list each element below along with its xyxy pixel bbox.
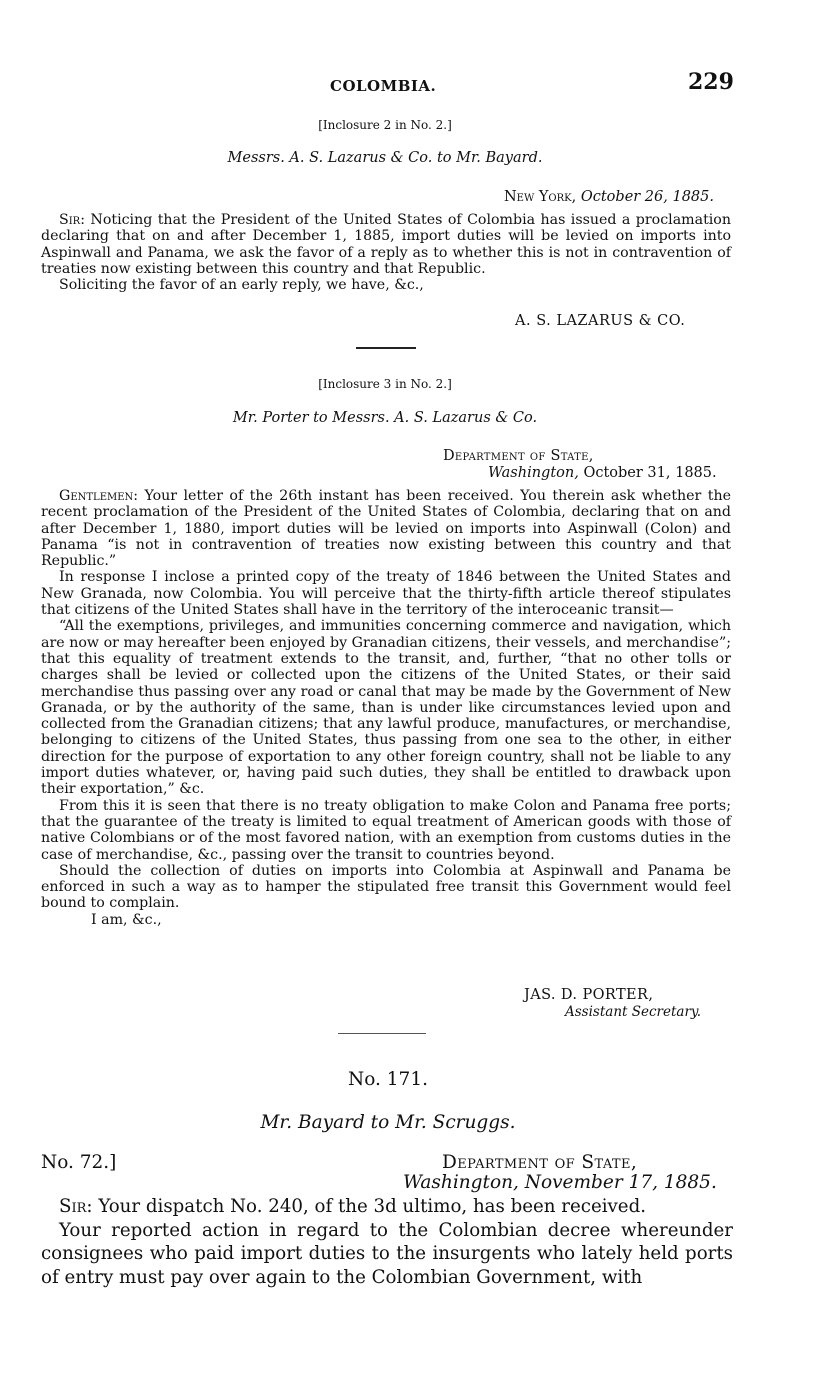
letter-closing: I am, &c.,	[91, 911, 162, 928]
letter-paragraph: Noticing that the President of the United States of Colombia has issued a proclamation declaring that on and after December 1, 1885, import duties will be levied on imports into Aspinwall and Panama, we ask the favor of a reply as to whether this is not in contravention of treaties now existing between this country and that Republic.	[41, 212, 731, 277]
letter-paragraph: Your letter of the 26th instant has been received. You therein ask whether the recent proclamation of the President of the United States of Colombia, declaring that on and after December 1, 1880, import duties will be levied on imports into Aspinwall (Colon) and Panama “is not in contravention of treaties now existing between this country and that Republic.”	[41, 488, 731, 570]
inclosure-3-letter-body	[41, 488, 731, 928]
dateline-date: October 31, 1885.	[583, 465, 717, 481]
dateline-date: November 17, 1885.	[524, 1172, 717, 1193]
section-divider	[356, 347, 416, 349]
inclosure-2-heading: Messrs. A. S. Lazarus & Co. to Mr. Bayard.	[227, 150, 543, 166]
document-reference-number: No. 72.]	[41, 1152, 117, 1173]
letter-paragraph: In response I inclose a printed copy of the treaty of 1846 between the United States and New Granada, now Colombia. You will perceive that the thirty-fifth article thereof stipulates that citizens of the United States shall have in the territory of the interoceanic transit—	[41, 569, 731, 619]
letter-paragraph: Your reported action in regard to the Colombian decree whereunder consignees who paid import duties to the insurgents who lately held ports of entry must pay over again to the Colombian Government, with	[41, 1219, 733, 1288]
inclosure-3-label: [Inclosure 3 in No. 2.]	[318, 377, 452, 391]
inclosure-3-signature-title: Assistant Secretary.	[565, 1004, 702, 1020]
document-letter-body	[41, 1195, 733, 1289]
letter-paragraph: Your dispatch No. 240, of the 3d ultimo, has been received.	[98, 1196, 646, 1217]
inclosure-2-signature: A. S. LAZARUS & CO.	[515, 313, 686, 329]
letter-paragraph: “All the exemptions, privileges, and immunities concerning commerce and navigation, which are now or may hereafter been enjoyed by Granadian citizens, their vessels, and merchandise”; that this equality of treatment extends to the transit, and, further, “that no other tolls or charges shall be levied or collected upon the citizens of the United States, or their said merchandise thus passing over any road or canal that may be made by the Government of New Granada, or by the authority of the same, than is under like circumstances levied upon and collected from the Granadian citizens; that any lawful produce, manufactures, or merchandise, belonging to citizens of the United States, thus passing from one sea to the other, in either direction for the purpose of exportation to any other foreign country, shall not be liable to any import duties whatever, or, having paid such duties, they shall be entitled to drawback upon their exportation,” &c.	[41, 618, 731, 798]
page-number: 229	[688, 69, 734, 95]
inclosure-3-dateline	[488, 465, 717, 481]
document-number: No. 171.	[348, 1069, 428, 1090]
dateline-place: Washington,	[403, 1172, 519, 1193]
inclosure-3-signature: JAS. D. PORTER,	[524, 987, 654, 1003]
salutation: Sir:	[59, 212, 85, 228]
inclosure-2-label: [Inclosure 2 in No. 2.]	[318, 118, 452, 132]
salutation: Gentlemen:	[59, 488, 139, 504]
inclosure-2-dateline	[300, 189, 714, 205]
letter-paragraph: From this it is seen that there is no treaty obligation to make Colon and Panama free ports; that the guarantee of the treaty is limited to equal treatment of American goods with those of native Colombians or of the most favored nation, with an exemption from customs duties in the case of merchandise, &c., passing over the transit to countries beyond.	[41, 797, 731, 863]
inclosure-3-dateline-department: Department of State,	[443, 448, 594, 464]
letter-closing: Soliciting the favor of an early reply, we have, &c.,	[59, 277, 424, 294]
running-title: COLOMBIA.	[330, 77, 437, 95]
section-divider	[338, 1033, 426, 1034]
salutation: Sir:	[59, 1196, 93, 1217]
dateline-place: Washington,	[488, 465, 579, 481]
inclosure-2-letter-body	[41, 212, 731, 293]
inclosure-3-heading: Mr. Porter to Messrs. A. S. Lazarus & Co.	[232, 410, 538, 426]
dateline-place: New York,	[503, 189, 577, 205]
letter-paragraph: Should the collection of duties on imports into Colombia at Aspinwall and Panama be enforced in such a way as to hamper the stipulated free transit this Government would feel bound to complain.	[41, 862, 731, 912]
dateline-date: October 26, 1885.	[580, 189, 714, 205]
document-heading: Mr. Bayard to Mr. Scruggs.	[260, 1112, 516, 1133]
document-dateline	[403, 1172, 717, 1193]
document-dateline-department: Department of State,	[442, 1152, 638, 1173]
